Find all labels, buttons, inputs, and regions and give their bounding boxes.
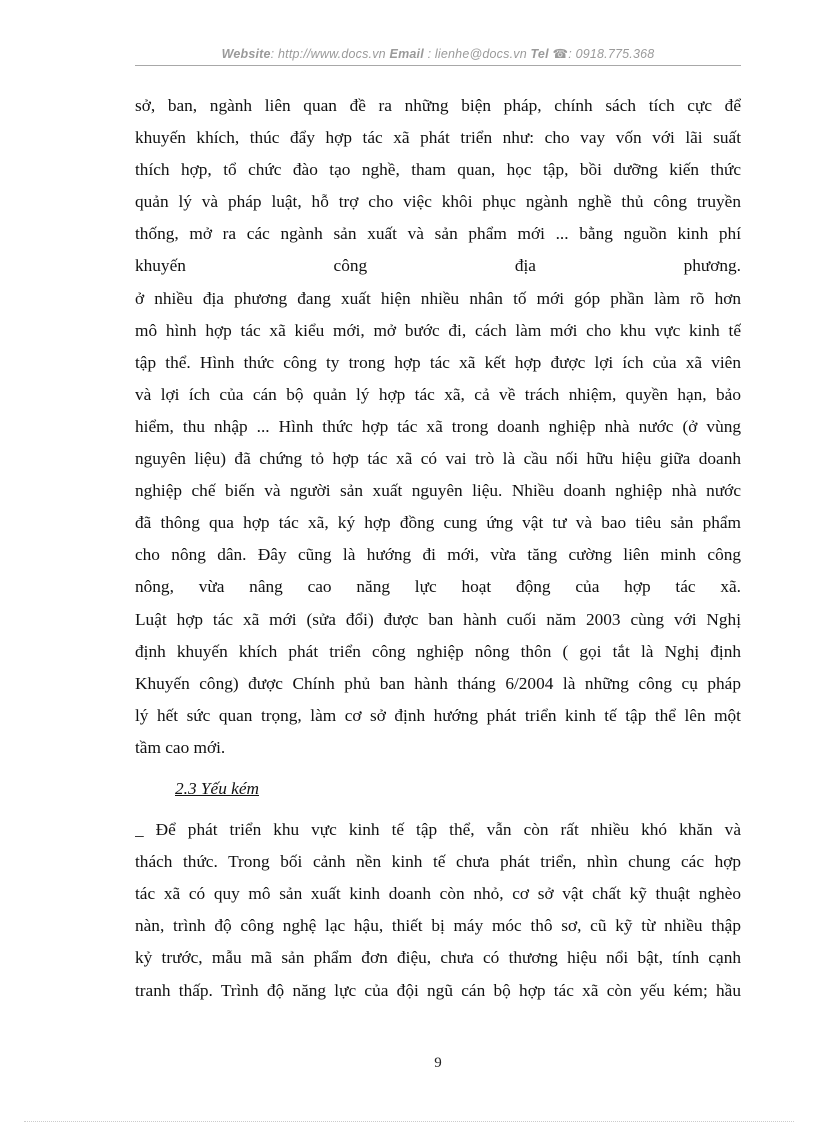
page-number: 9 — [434, 1055, 442, 1071]
section-heading: 2.3 Yếu kém — [175, 778, 259, 798]
text-line: thích hợp, tổ chức đào tạo nghề, tham quan, học tập, bồi dưỡng kiến thức — [135, 160, 741, 180]
text-line: Khuyến công) được Chính phủ ban hành tháng 6/2004 là những công cụ pháp — [135, 673, 741, 693]
paragraph-1 — [135, 90, 741, 764]
text-line: _ Để phát triển khu vực kinh tế tập thể, vẫn còn rất nhiều khó khăn và — [135, 820, 741, 840]
text-line: khuyến công địa phương. — [135, 256, 741, 276]
text-line: kỷ trước, mẫu mã sản phẩm đơn điệu, chưa có thương hiệu nổi bật, tính cạnh — [135, 948, 741, 968]
website-label: Website — [221, 47, 271, 61]
telephone-icon: ☎ — [552, 47, 569, 61]
text-line: nghiệp chế biến và người sản xuất nguyên liệu. Nhiều doanh nghiệp nhà nước — [135, 481, 741, 501]
paragraph-2 — [135, 814, 741, 1007]
text-line: ở nhiều địa phương đang xuất hiện nhiều nhân tố mới góp phần làm rõ hơn — [135, 288, 741, 308]
text-line: khuyến khích, thúc đẩy hợp tác xã phát triển như: cho vay vốn với lãi suất — [135, 128, 741, 148]
header-divider — [135, 65, 741, 66]
text-line: mô hình hợp tác xã kiểu mới, mở bước đi, cách làm mới cho khu vực kinh tế — [135, 320, 741, 340]
website-value: : http://www.docs.vn — [270, 47, 386, 61]
text-line: tầm cao mới. — [135, 737, 226, 757]
text-line: nông, vừa nâng cao năng lực hoạt động của hợp tác xã. — [135, 577, 741, 597]
text-line: quản lý và pháp luật, hỗ trợ cho việc khôi phục ngành nghề thủ công truyền — [135, 192, 741, 212]
text-line: thách thức. Trong bối cảnh nền kinh tế chưa phát triển, nhìn chung các hợp — [135, 852, 741, 872]
text-line: cho nông dân. Đây cũng là hướng đi mới, vừa tăng cường liên minh công — [135, 545, 741, 565]
text-line: tập thể. Hình thức công ty trong hợp tác xã kết hợp được lợi ích của xã viên — [135, 352, 741, 372]
text-line: và lợi ích của cán bộ quản lý hợp tác xã, cả về trách nhiệm, quyền hạn, bảo — [135, 384, 741, 404]
text-line: nàn, trình độ công nghệ lạc hậu, thiết bị máy móc thô sơ, cũ kỹ từ nhiều thập — [135, 916, 741, 936]
text-line: sở, ban, ngành liên quan đề ra những biện pháp, chính sách tích cực để — [135, 96, 741, 115]
text-line: đã thông qua hợp tác xã, ký hợp đồng cung ứng vật tư và bao tiêu sản phẩm — [135, 513, 741, 533]
text-line: lý hết sức quan trọng, làm cơ sở định hướng phát triển kinh tế tập thể lên một — [135, 705, 741, 725]
email-label: Email — [389, 47, 424, 61]
text-line: Luật hợp tác xã mới (sửa đổi) được ban hành cuối năm 2003 cùng với Nghị — [135, 609, 741, 629]
text-line: thống, mở ra các ngành sản xuất và sản phẩm mới ... bằng nguồn kinh phí — [135, 224, 741, 244]
text-line: tác xã có quy mô sản xuất kinh doanh còn nhỏ, cơ sở vật chất kỹ thuật nghèo — [135, 884, 741, 904]
email-value: : lienhe@docs.vn — [427, 47, 527, 61]
document-body — [135, 90, 741, 1007]
text-line: định khuyến khích phát triển công nghiệp nông thôn ( gọi tắt là Nghị định — [135, 641, 741, 661]
page-bottom-border — [24, 1121, 794, 1122]
tel-label: Tel — [530, 47, 549, 61]
text-line: nguyên liệu) đã chứng tỏ hợp tác xã có vai trò là cầu nối hữu hiệu giữa doanh — [135, 449, 741, 469]
tel-value: : 0918.775.368 — [568, 47, 655, 61]
text-line: hiểm, thu nhập ... Hình thức hợp tác xã trong doanh nghiệp nhà nước (ở vùng — [135, 416, 741, 436]
page-header — [135, 46, 741, 61]
text-line: tranh thấp. Trình độ năng lực của đội ngũ cán bộ hợp tác xã còn yếu kém; hầu — [135, 980, 741, 1000]
